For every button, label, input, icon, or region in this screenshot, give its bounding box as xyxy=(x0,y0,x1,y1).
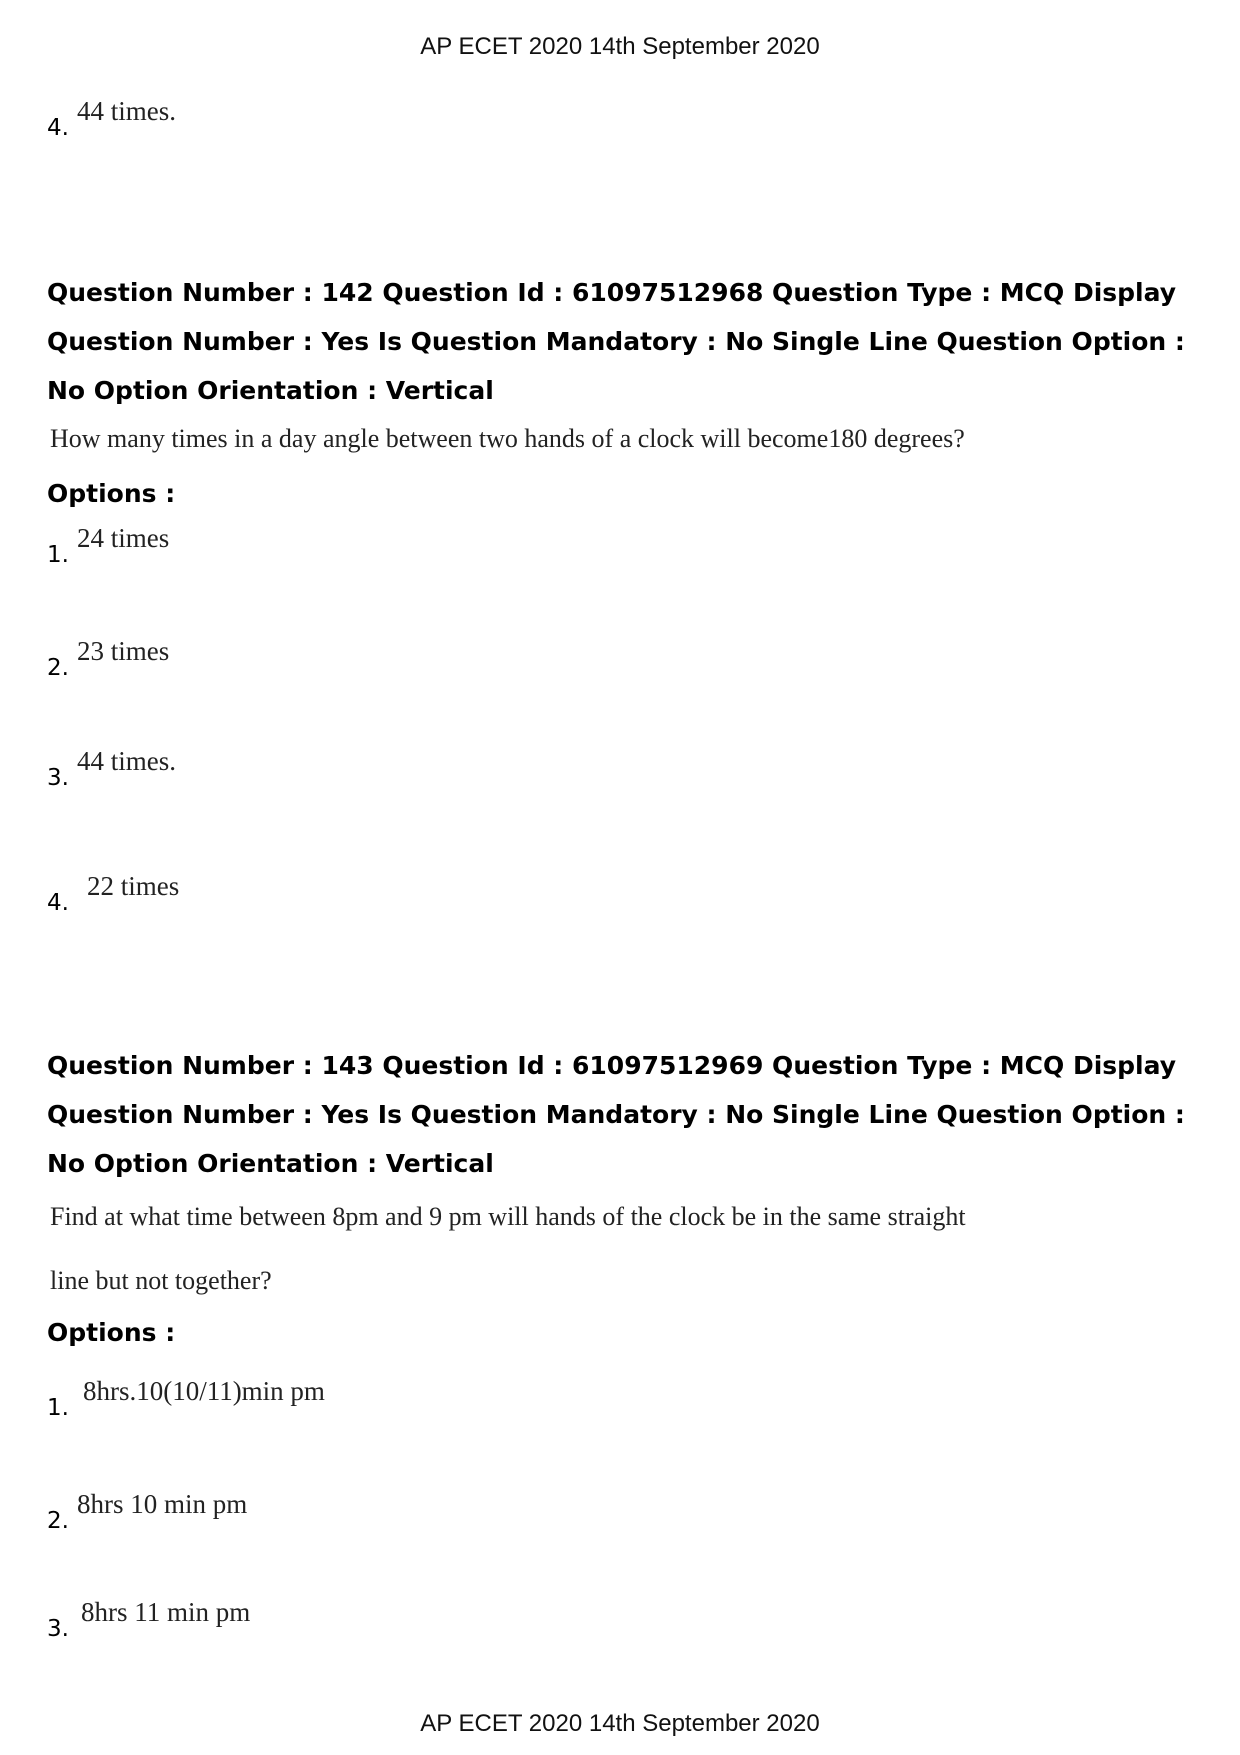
page-header: AP ECET 2020 14th September 2020 xyxy=(420,33,820,60)
option-number: 2. xyxy=(47,655,69,681)
option-text: 8hrs.10(10/11)min pm xyxy=(82,1376,325,1406)
question-142-option-2 xyxy=(47,636,170,681)
question-143-meta: Question Number : 143 Question Id : 61097512969 Question Type : MCQ Display Question Number : Yes Is Question Mandatory : No Single Line Question Option : No Option Orientation : Vertical xyxy=(47,1051,1185,1178)
question-142-meta: Question Number : 142 Question Id : 61097512968 Question Type : MCQ Display Question Number : Yes Is Question Mandatory : No Single Line Question Option : No Option Orientation : Vertical xyxy=(47,278,1185,405)
option-number: 1. xyxy=(47,1395,69,1421)
option-text: 44 times. xyxy=(76,746,176,776)
option-number: 4. xyxy=(47,115,69,141)
option-text: 8hrs 10 min pm xyxy=(76,1489,248,1519)
question-142-option-1 xyxy=(47,523,170,568)
question-143-option-1 xyxy=(47,1376,325,1421)
prev-question-option-4 xyxy=(47,96,176,141)
option-text: 44 times. xyxy=(76,96,176,126)
option-number: 2. xyxy=(47,1508,69,1534)
question-143-option-3 xyxy=(47,1597,251,1642)
question-143-option-2 xyxy=(47,1489,248,1534)
page-footer: AP ECET 2020 14th September 2020 xyxy=(420,1710,820,1737)
question-142-option-4 xyxy=(47,871,180,916)
option-text: 23 times xyxy=(76,636,170,666)
question-143-options-label: Options : xyxy=(47,1318,176,1347)
option-number: 1. xyxy=(47,542,69,568)
question-143-text-line-2: line but not together? xyxy=(50,1266,272,1295)
option-number: 4. xyxy=(47,890,69,916)
question-142-text: How many times in a day angle between two hands of a clock will become180 degrees? xyxy=(50,424,965,453)
question-143-text-line-1: Find at what time between 8pm and 9 pm will hands of the clock be in the same straight xyxy=(50,1202,966,1231)
question-142-option-3 xyxy=(47,746,176,791)
option-text: 8hrs 11 min pm xyxy=(80,1597,251,1627)
question-142-options-label: Options : xyxy=(47,479,176,508)
option-text: 22 times xyxy=(86,871,180,901)
option-number: 3. xyxy=(47,765,69,791)
option-number: 3. xyxy=(47,1616,69,1642)
option-text: 24 times xyxy=(76,523,170,553)
